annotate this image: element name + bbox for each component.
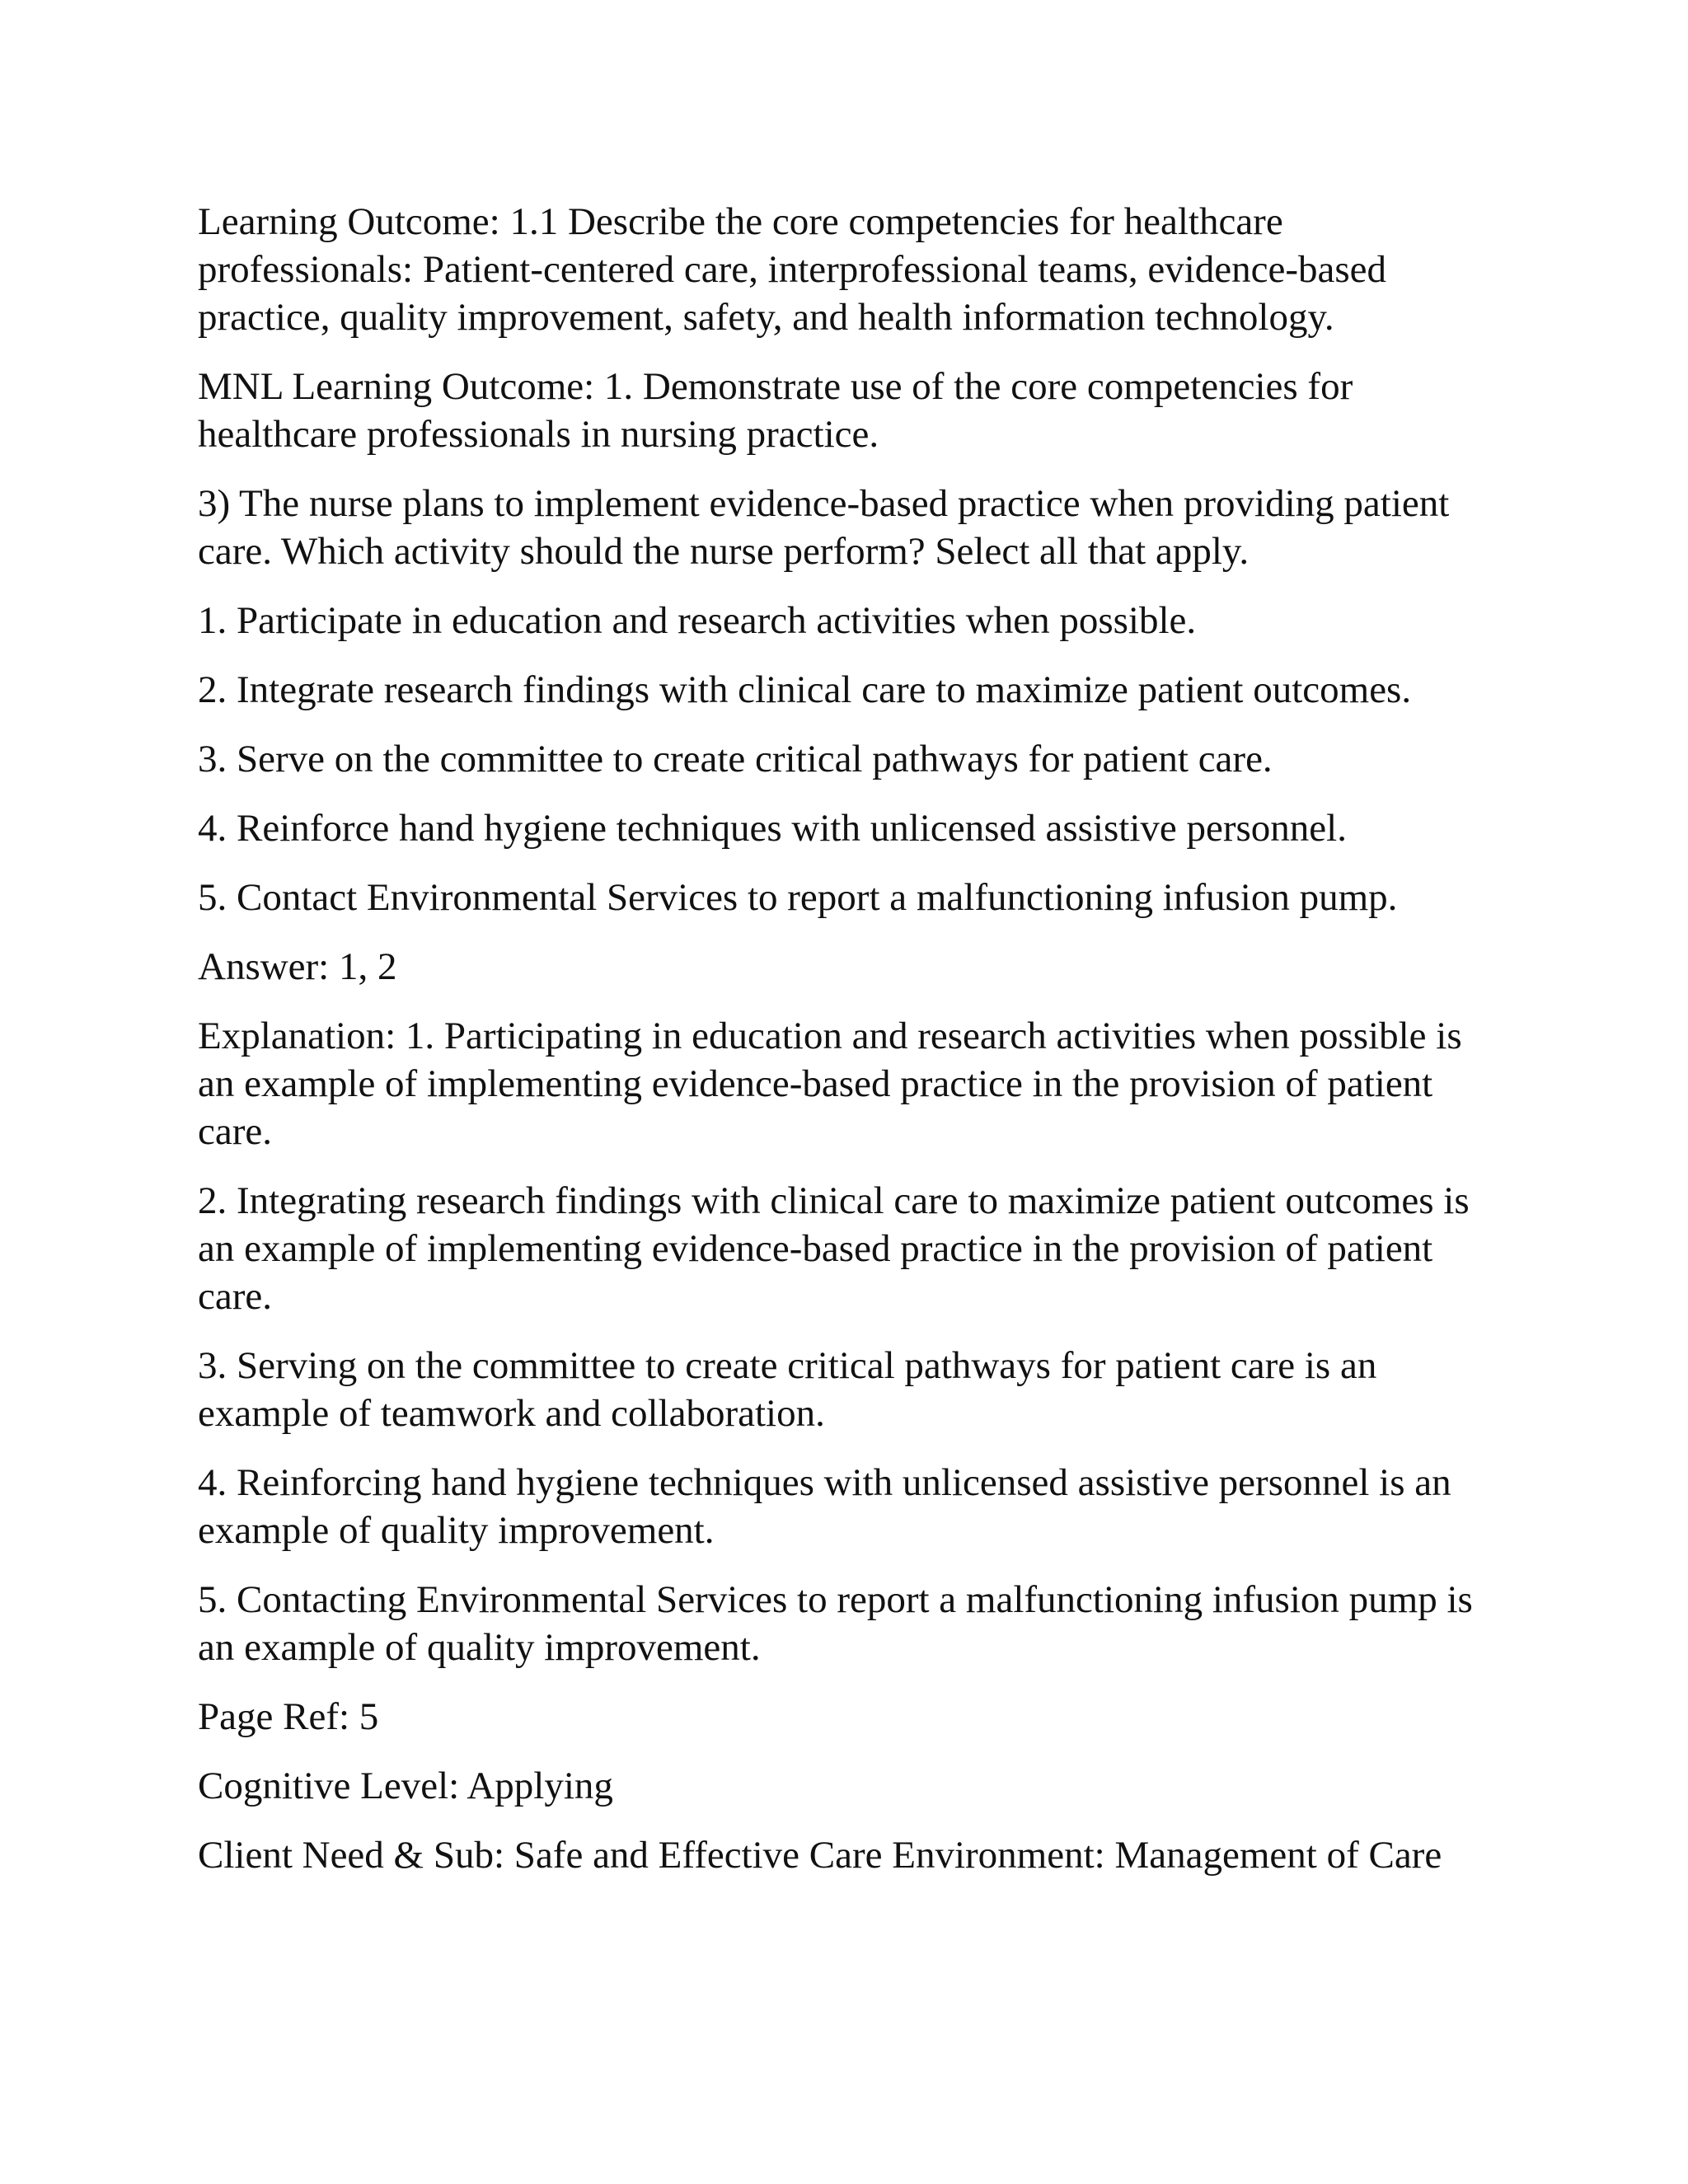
explanation-4: 4. Reinforcing hand hygiene techniques with unlicensed assistive personnel is an example of quality improvement. — [198, 1461, 1451, 1552]
answer: Answer: 1, 2 — [198, 945, 397, 988]
option-4: 4. Reinforce hand hygiene techniques with unlicensed assistive personnel. — [198, 807, 1347, 850]
question-text: 3) The nurse plans to implement evidence-based practice when providing patient care. Which activity should the nurse perform? Select all that apply. — [198, 482, 1450, 573]
mnl-learning-outcome: MNL Learning Outcome: 1. Demonstrate use of the core competencies for healthcare professionals in nursing practice. — [198, 365, 1353, 456]
page-ref: Page Ref: 5 — [198, 1695, 379, 1738]
learning-outcome: Learning Outcome: 1.1 Describe the core competencies for healthcare professionals: Patient-centered care, interprofessional teams, evidence-based practice, quality improvement, safety, and health information technology. — [198, 200, 1387, 339]
explanation-2: 2. Integrating research findings with clinical care to maximize patient outcomes is an example of implementing evidence-based practice in the provision of patient care. — [198, 1179, 1470, 1318]
client-need: Client Need & Sub: Safe and Effective Care Environment: Management of Care — [198, 1834, 1442, 1877]
option-5: 5. Contact Environmental Services to report a malfunctioning infusion pump. — [198, 876, 1398, 919]
explanation-5: 5. Contacting Environmental Services to report a malfunctioning infusion pump is an example of quality improvement. — [198, 1578, 1473, 1669]
option-3: 3. Serve on the committee to create critical pathways for patient care. — [198, 738, 1273, 780]
document-body — [198, 198, 1496, 1900]
explanation-1: Explanation: 1. Participating in education and research activities when possible is an example of implementing evidence-based practice in the provision of patient care. — [198, 1015, 1462, 1153]
cognitive-level: Cognitive Level: Applying — [198, 1765, 613, 1807]
option-2: 2. Integrate research findings with clinical care to maximize patient outcomes. — [198, 668, 1412, 711]
explanation-3: 3. Serving on the committee to create critical pathways for patient care is an example of teamwork and collaboration. — [198, 1344, 1377, 1435]
option-1: 1. Participate in education and research activities when possible. — [198, 599, 1197, 642]
